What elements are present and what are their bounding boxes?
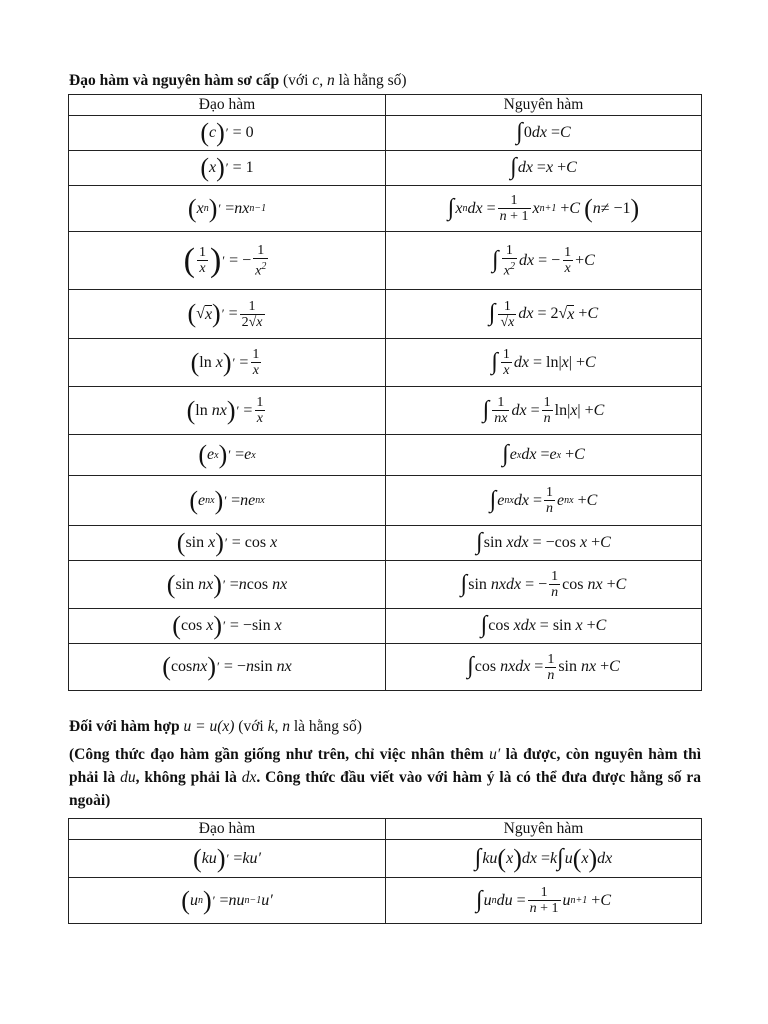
table-header-row [69,819,702,840]
table-row [69,878,702,924]
section2-note: (Công thức đạo hàm gần giống như trên, chỉ việc nhân thêm u′ là được, còn nguyên hàm thì phải là du, không phải là dx. Công thức đầu viết vào với hàm ý là có thể đưa được hằng số ra ngoài) [69,746,702,809]
antiderivative-cell: ∫ sin nxdx = − $\frac{1}{n}$ cos nx + C [386,561,702,609]
antiderivative-cell: ∫ x n dx = $\frac{1}{n + 1}$ x n+1 + C ( n ≠ −1 ) [386,186,702,232]
antiderivative-cell: ∫ cos nxdx = $\frac{1}{n}$ sin nx + C [386,644,702,691]
section2-title-math: u = u(x) [183,718,235,735]
derivative-cell: ( x ) ′ = 1 [69,151,386,186]
derivative-cell: ( ku ) ′ = ku′ [69,840,386,878]
antiderivative-cell: ∫ e x dx = e x + C [386,435,702,476]
table-row [69,232,702,290]
table-row [69,151,702,186]
table-row [69,561,702,609]
section2-title-bold: Đối với hàm hợp [69,718,180,735]
derivative-cell: ( cos x ) ′ = −sin x [69,609,386,644]
derivative-cell: ( ln nx ) ′ = $\frac{1}{x}$ [69,387,386,435]
table-row [69,644,702,691]
antiderivative-cell: ∫ ku ( x ) dx = k ∫ u ( x ) dx [386,840,702,878]
antiderivative-cell: ∫ $\frac{1}{nx}$ dx = $\frac{1}{n}$ ln| x | + C [386,387,702,435]
table-row [69,840,702,878]
antiderivative-cell: ∫ cos xdx = sin x + C [386,609,702,644]
table-row [69,435,702,476]
antiderivative-cell: ∫ $\frac{1}{x}$ dx = ln| x | + C [386,339,702,387]
formula-table-basic [68,94,702,691]
antiderivative-cell: ∫ $\frac{1}{√x}$ dx = 2√ x + C [386,290,702,339]
derivative-cell: ( 1 x ) ′ = − $\frac{1}{x^2}$ [69,232,386,290]
table-row [69,387,702,435]
table-header-row [69,95,702,116]
table-row [69,290,702,339]
section1-title-bold: Đạo hàm và nguyên hàm sơ cấp [69,72,280,89]
header-antiderivative: Nguyên hàm [386,819,702,840]
table-row [69,526,702,561]
header-derivative: Đạo hàm [69,95,386,116]
derivative-cell: ( e x ) ′ = e x [69,435,386,476]
derivative-cell: ( ln x ) ′ = $\frac{1}{x}$ [69,339,386,387]
derivative-cell: ( cos nx ) ′ = − n sin nx [69,644,386,691]
antiderivative-cell: ∫ e nx dx = $\frac{1}{n}$ e nx + C [386,476,702,526]
section1-title-rest: (với c, n là hằng số) [283,72,407,89]
derivative-cell: ( √ x ) ′ = $\frac{1}{2√x}$ [69,290,386,339]
section2-title [69,717,362,737]
table-row [69,609,702,644]
antiderivative-cell: ∫ u n du = $\frac{1}{n + 1}$ u n+1 + C [386,878,702,924]
antiderivative-cell: ∫ 0 dx = C [386,116,702,151]
header-antiderivative: Nguyên hàm [386,95,702,116]
derivative-cell: ( sin x ) ′ = cos x [69,526,386,561]
derivative-cell: ( e nx ) ′ = ne nx [69,476,386,526]
derivative-cell: ( sin nx ) ′ = n cos nx [69,561,386,609]
table-row [69,186,702,232]
antiderivative-cell: ∫ $\frac{1}{x^2}$ dx = − $\frac{1}{x}$ + C [386,232,702,290]
antiderivative-cell: ∫ dx = x + C [386,151,702,186]
derivative-cell: ( c ) ′ = 0 [69,116,386,151]
header-derivative: Đạo hàm [69,819,386,840]
table-row [69,476,702,526]
formula-table-composite [68,818,702,924]
section1-title [69,71,407,91]
table-row [69,339,702,387]
section2-title-rest: (với k, n là hằng số) [238,718,362,735]
derivative-cell: ( u n ) ′ = nu n−1 u′ [69,878,386,924]
table-row [69,116,702,151]
antiderivative-cell: ∫ sin xdx = −cos x + C [386,526,702,561]
derivative-cell: ( x n ) ′ = nx n−1 [69,186,386,232]
